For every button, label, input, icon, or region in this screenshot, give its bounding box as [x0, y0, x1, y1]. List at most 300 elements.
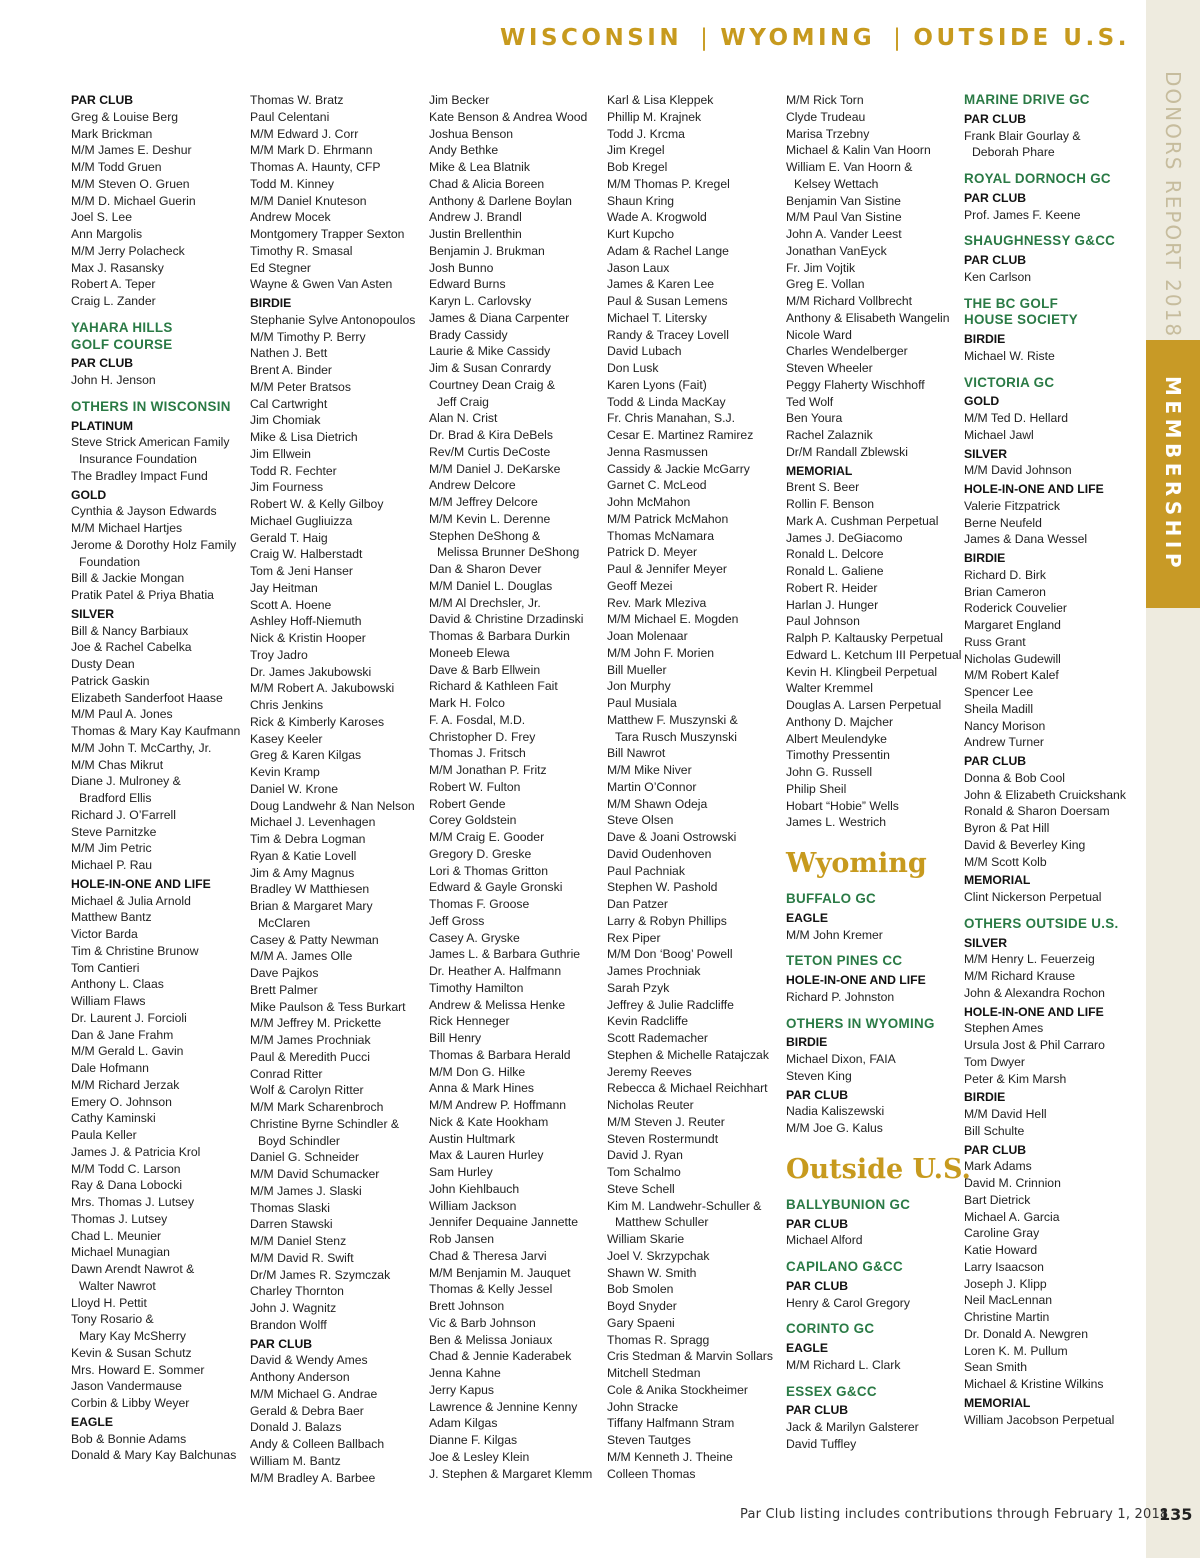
- donor-name: Jason Laux: [607, 260, 670, 275]
- donor-name: Scott Rademacher: [607, 1031, 708, 1045]
- donor-name: Rick & Kimberly Karoses: [250, 714, 385, 729]
- donor-name-continued: Bradford Ellis: [79, 791, 152, 805]
- donor-name: Robert Gende: [429, 796, 506, 811]
- giving-level-label: SILVER: [964, 935, 1008, 950]
- donor-name: Cesar E. Martinez Ramirez: [607, 428, 754, 442]
- donor-name: Benjamin Van Sistine: [786, 193, 901, 208]
- donor-name: Dr. James Jakubowski: [250, 664, 372, 679]
- donor-name: Dan & Jane Frahm: [71, 1027, 174, 1042]
- donor-name: Philip Sheil: [786, 781, 847, 796]
- donor-name: Lawrence & Jennine Kenny: [429, 1399, 578, 1414]
- donor-name: Thomas W. Bratz: [250, 93, 344, 107]
- donor-name: Jonathan VanEyck: [786, 243, 887, 258]
- donor-name: Joe & Lesley Klein: [429, 1449, 530, 1464]
- donor-name: M/M Kevin L. Derenne: [429, 511, 551, 526]
- giving-level-label: PLATINUM: [71, 418, 134, 433]
- donor-name: Nicholas Reuter: [607, 1098, 694, 1112]
- donor-name: Edward Burns: [429, 277, 506, 292]
- donor-name-continued: Jeff Craig: [437, 394, 489, 409]
- donor-name: Mike & Lisa Dietrich: [250, 430, 358, 444]
- donor-name: Chad & Jennie Kaderabek: [429, 1349, 572, 1364]
- giving-level-label: HOLE-IN-ONE AND LIFE: [964, 1004, 1104, 1019]
- donor-name: Michael Munagian: [71, 1245, 170, 1260]
- donor-name: Kevin & Susan Schutz: [71, 1345, 192, 1360]
- region-heading: Wyoming: [786, 848, 927, 879]
- donor-name: Thomas R. Spragg: [607, 1332, 710, 1347]
- donor-name: Andy & Colleen Ballbach: [250, 1437, 385, 1451]
- donor-name: Fr. Chris Manahan, S.J.: [607, 411, 736, 426]
- donor-name: Jerry Kapus: [429, 1382, 495, 1397]
- donor-name: Andrew Mocek: [250, 210, 331, 225]
- donor-name: Jim Fourness: [250, 480, 324, 495]
- donor-name: Scott A. Hoene: [250, 597, 332, 612]
- donor-name: Jon Murphy: [607, 679, 671, 694]
- donor-name: Casey A. Gryske: [429, 930, 520, 945]
- donor-name: M/M Craig E. Gooder: [429, 830, 545, 844]
- donor-name: Andrew Delcore: [429, 478, 516, 493]
- donor-name: Gary Spaeni: [607, 1315, 675, 1330]
- donor-name: James J. DeGiacomo: [786, 530, 903, 545]
- donor-name: M/M Daniel J. DeKarske: [429, 461, 561, 476]
- donor-name: Greg & Louise Berg: [71, 109, 179, 124]
- donor-name: Peter & Kim Marsh: [964, 1071, 1067, 1086]
- donor-name: Paul Musiala: [607, 696, 677, 710]
- donor-name: Mark A. Cushman Perpetual: [786, 513, 939, 528]
- donor-name: Thomas & Kelly Jessel: [429, 1282, 553, 1297]
- donor-name: Paul & Jennifer Meyer: [607, 562, 727, 576]
- club-heading: VICTORIA GC: [964, 374, 1055, 390]
- donor-name: Ronald L. Delcore: [786, 547, 884, 562]
- donor-name: John McMahon: [607, 495, 691, 509]
- donors-report-label: DONORS REPORT 2018: [1161, 71, 1185, 339]
- donor-name: Gregory D. Greske: [429, 846, 532, 861]
- donor-name: Rob Jansen: [429, 1232, 495, 1246]
- donor-name: Nicole Ward: [786, 327, 852, 342]
- donor-name: Larry & Robyn Phillips: [607, 913, 727, 928]
- donor-name: Nick & Kristin Hooper: [250, 631, 366, 645]
- donor-name: M/M Gerald L. Gavin: [71, 1044, 184, 1059]
- donor-name: James Prochniak: [607, 964, 701, 978]
- region-heading: Outside U.S.: [786, 1153, 971, 1185]
- donor-name: Valerie Fitzpatrick: [964, 498, 1060, 513]
- donor-name-continued: McClaren: [258, 915, 311, 930]
- section-header: [500, 22, 1130, 54]
- donor-name: Marisa Trzebny: [786, 126, 870, 141]
- donor-name: Bart Dietrick: [964, 1192, 1031, 1207]
- donor-name-continued: Matthew Schuller: [615, 1215, 709, 1230]
- donor-name: Karyn L. Carlovsky: [429, 294, 532, 308]
- donor-name: Todd M. Kinney: [250, 176, 335, 191]
- donor-name: Bill Nawrot: [607, 746, 666, 761]
- donor-name: John Kiehlbauch: [429, 1181, 520, 1196]
- donor-name: Wade A. Krogwold: [607, 210, 707, 225]
- club-heading: MARINE DRIVE GC: [964, 92, 1090, 107]
- giving-level-label: MEMORIAL: [786, 463, 853, 478]
- club-heading: BALLYBUNION GC: [786, 1196, 911, 1212]
- donor-name: Nicholas Gudewill: [964, 651, 1061, 666]
- donor-name: M/M David Hell: [964, 1107, 1047, 1121]
- donor-name: Daniel W. Krone: [250, 781, 339, 796]
- donor-name: M/M Richard L. Clark: [786, 1357, 901, 1372]
- donor-name: Kevin Radcliffe: [607, 1014, 689, 1029]
- donor-name: M/M Mike Niver: [607, 763, 692, 777]
- giving-level-label: MEMORIAL: [964, 1395, 1031, 1410]
- donor-name: Gerald T. Haig: [250, 530, 328, 545]
- donor-name: Tony Rosario &: [71, 1312, 154, 1327]
- donor-name: Michael Dixon, FAIA: [786, 1052, 896, 1066]
- donor-name: Greg & Karen Kilgas: [250, 748, 362, 763]
- donor-name: Christopher D. Frey: [429, 729, 536, 744]
- donor-name: M/M Ted D. Hellard: [964, 411, 1069, 425]
- donor-name: James & Dana Wessel: [964, 532, 1088, 547]
- donor-name: James L. & Barbara Guthrie: [429, 947, 581, 962]
- giving-level-label: PAR CLUB: [250, 1336, 313, 1351]
- donor-name: Dr/M Randall Zblewski: [786, 444, 908, 459]
- donor-name: Sam Hurley: [429, 1165, 493, 1179]
- donor-name: M/M Daniel Knuteson: [250, 193, 367, 208]
- donor-column-4: [607, 92, 783, 1482]
- donor-name: Kate Benson & Andrea Wood: [429, 109, 588, 124]
- giving-level-label: PAR CLUB: [71, 356, 134, 371]
- donor-name: Adam & Rachel Lange: [607, 243, 729, 258]
- donor-name: Richard P. Johnston: [786, 989, 895, 1004]
- donor-name: William M. Bantz: [250, 1453, 341, 1468]
- donor-name-continued: Walter Nawrot: [79, 1278, 156, 1293]
- donor-name: Conrad Ritter: [250, 1066, 323, 1081]
- donor-name: Cal Cartwright: [250, 396, 328, 411]
- donor-column-5: [786, 92, 971, 1453]
- donor-name: Justin Brellenthin: [429, 227, 522, 241]
- donor-name-continued: Melissa Brunner DeShong: [437, 545, 580, 560]
- donor-name: Anthony D. Majcher: [786, 714, 894, 729]
- donor-name: David & Beverley King: [964, 837, 1086, 852]
- donor-name: Michael Jawl: [964, 427, 1034, 442]
- donor-name: M/M Robert Kalef: [964, 668, 1059, 683]
- giving-level-label: PAR CLUB: [786, 1278, 849, 1293]
- donor-name: Steve Olsen: [607, 813, 674, 828]
- donor-name: David Oudenhoven: [607, 846, 712, 861]
- donor-name: Laurie & Mike Cassidy: [429, 344, 551, 359]
- donor-name: Brandon Wolff: [250, 1317, 327, 1332]
- donor-name: Jim Becker: [429, 93, 490, 107]
- donor-name: M/M Joe G. Kalus: [786, 1121, 883, 1135]
- giving-level-label: PAR CLUB: [786, 1216, 849, 1231]
- header-state-wisconsin: WISCONSIN: [500, 25, 683, 51]
- donor-name: Alan N. Crist: [429, 411, 498, 426]
- donor-name: Joan Molenaar: [607, 629, 688, 643]
- donor-name: Michael P. Rau: [71, 858, 153, 872]
- donor-name: M/M Shawn Odeja: [607, 796, 708, 811]
- donor-name: Patrick Gaskin: [71, 673, 150, 688]
- donor-name: Thomas Slaski: [250, 1200, 330, 1215]
- donor-name: Andrew & Melissa Henke: [429, 997, 566, 1012]
- donor-name: M/M Andrew P. Hoffmann: [429, 1098, 567, 1112]
- club-heading: ROYAL DORNOCH GC: [964, 171, 1111, 186]
- donor-name: M/M James Prochniak: [250, 1033, 371, 1047]
- donor-name: Tom Schalmo: [607, 1165, 681, 1179]
- donor-name: Dawn Arendt Nawrot &: [71, 1262, 195, 1276]
- donor-name: Dale Hofmann: [71, 1061, 149, 1075]
- donor-column-1: [71, 92, 247, 1464]
- donor-name: Bill Schulte: [964, 1123, 1025, 1138]
- donor-name: Mike Paulson & Tess Burkart: [250, 999, 406, 1014]
- giving-level-label: SILVER: [964, 446, 1008, 461]
- donor-name: Frank Blair Gourlay &: [964, 128, 1081, 143]
- donor-name: Stephen W. Pashold: [607, 880, 718, 895]
- donor-name: Nadia Kaliszewski: [786, 1104, 885, 1119]
- donor-name: M/M Chas Mikrut: [71, 757, 164, 772]
- donor-name: Randy & Tracey Lovell: [607, 327, 729, 342]
- donor-name: Jim Ellwein: [250, 446, 311, 461]
- donor-name: Jim Chomiak: [250, 413, 321, 428]
- donor-name: Anthony L. Claas: [71, 977, 164, 992]
- donor-name: Bill Mueller: [607, 662, 667, 677]
- donor-name: Kevin Kramp: [250, 765, 320, 779]
- donor-name: Kurt Kupcho: [607, 227, 675, 241]
- donor-name: Christine Byrne Schindler &: [250, 1116, 400, 1131]
- donor-name: Steven Rostermundt: [607, 1131, 719, 1146]
- donor-name: Dianne F. Kilgas: [429, 1433, 518, 1447]
- donor-name: M/M Kenneth J. Theine: [607, 1449, 733, 1464]
- donor-name: Byron & Pat Hill: [964, 821, 1050, 835]
- donor-name: M/M Thomas P. Kregel: [607, 176, 730, 191]
- donor-name: Timothy Pressentin: [786, 748, 890, 763]
- donor-name-continued: Insurance Foundation: [79, 452, 197, 466]
- donor-name: Michael A. Garcia: [964, 1209, 1060, 1224]
- donor-name: Nathen J. Bett: [250, 346, 328, 361]
- donor-name: John H. Jenson: [71, 373, 156, 387]
- giving-level-label: BIRDIE: [786, 1035, 828, 1050]
- donor-name: Brian & Margaret Mary: [250, 899, 373, 913]
- donor-name: Patrick D. Meyer: [607, 545, 698, 560]
- donor-name: Donald J. Balazs: [250, 1420, 342, 1435]
- donor-name: Benjamin J. Brukman: [429, 243, 545, 258]
- donor-name: Tom Dwyer: [964, 1054, 1025, 1069]
- donor-name: Michael W. Riste: [964, 348, 1055, 363]
- donor-name: Dr/M James R. Szymczak: [250, 1267, 391, 1282]
- donor-name: Chad L. Meunier: [71, 1228, 162, 1243]
- giving-level-label: PAR CLUB: [964, 190, 1027, 205]
- donor-name: Edward & Gayle Gronski: [429, 880, 563, 895]
- donor-name: John A. Vander Leest: [786, 227, 902, 241]
- donor-name: Thomas J. Lutsey: [71, 1211, 168, 1226]
- donor-name: M/M Mark D. Ehrmann: [250, 143, 373, 158]
- giving-level-label: EAGLE: [71, 1414, 113, 1429]
- donor-name: Russ Grant: [964, 634, 1026, 649]
- donor-name: Stephen & Michelle Ratajczak: [607, 1047, 769, 1062]
- donor-name: M/M Henry L. Feuerzeig: [964, 952, 1095, 967]
- donor-name: M/M Jerry Polacheck: [71, 243, 185, 258]
- donor-name: Jim & Amy Magnus: [250, 865, 355, 880]
- donor-name: Michael Alford: [786, 1233, 863, 1248]
- giving-level-label: PAR CLUB: [71, 93, 134, 107]
- donor-name: Robert A. Teper: [71, 277, 156, 292]
- donor-name: Dan & Sharon Dever: [429, 562, 542, 576]
- donor-name: Tim & Debra Logman: [250, 832, 366, 846]
- giving-level-label: GOLD: [964, 394, 1000, 409]
- donor-name: Ben Youra: [786, 411, 843, 426]
- donor-name: Ray & Dana Lobocki: [71, 1178, 183, 1193]
- donor-name: Joel V. Skrzypchak: [607, 1248, 710, 1263]
- donor-name: Loren K. M. Pullum: [964, 1343, 1068, 1358]
- donor-name: Steve Parnitzke: [71, 824, 157, 839]
- donor-name: Jenna Kahne: [429, 1366, 501, 1380]
- donor-name: Hobart “Hobie” Wells: [786, 798, 899, 813]
- donor-name: Mark H. Folco: [429, 696, 505, 710]
- donor-name: Bradley W Matthiesen: [250, 882, 370, 897]
- donor-name: M/M Jeffrey Delcore: [429, 495, 538, 509]
- donor-name: Jenna Rasmussen: [607, 444, 708, 459]
- donor-name: Donald & Mary Kay Balchunas: [71, 1448, 237, 1463]
- donor-name: Victor Barda: [71, 927, 138, 941]
- donor-name: Max J. Rasansky: [71, 260, 164, 275]
- donor-name: Clint Nickerson Perpetual: [964, 890, 1102, 904]
- donor-name: M/M Benjamin M. Jauquet: [429, 1265, 571, 1280]
- donor-name: Michael T. Litersky: [607, 310, 708, 325]
- giving-level-label: MEMORIAL: [964, 873, 1031, 888]
- donor-name: David & Wendy Ames: [250, 1353, 368, 1368]
- donor-name: Corbin & Libby Weyer: [71, 1396, 190, 1410]
- donor-name: Joe & Rachel Cabelka: [71, 640, 192, 655]
- giving-level-label: PAR CLUB: [964, 754, 1027, 768]
- donor-name: Steven Tautges: [607, 1433, 691, 1447]
- donor-name: Chris Jenkins: [250, 698, 324, 712]
- donor-name: Thomas J. Fritsch: [429, 746, 526, 761]
- donor-name: Elizabeth Sanderfoot Haase: [71, 690, 223, 705]
- donor-name: Todd J. Krcma: [607, 126, 685, 141]
- donor-name: Richard J. O’Farrell: [71, 807, 176, 822]
- donor-name: Jim & Susan Conrardy: [429, 361, 551, 375]
- donor-name: M/M Scott Kolb: [964, 854, 1047, 869]
- donor-name: Brady Cassidy: [429, 327, 508, 342]
- donor-name: Jack & Marilyn Galsterer: [786, 1420, 919, 1434]
- donor-name: Matthew Bantz: [71, 910, 152, 925]
- donor-name: Jay Heitman: [250, 580, 318, 595]
- donor-name: Brent S. Beer: [786, 480, 860, 495]
- donor-name: Boyd Snyder: [607, 1299, 677, 1313]
- donor-name: Margaret England: [964, 618, 1061, 632]
- donor-name: Craig L. Zander: [71, 294, 156, 308]
- donor-name: Ben & Melissa Joniaux: [429, 1332, 553, 1347]
- donor-name: Douglas A. Larsen Perpetual: [786, 698, 942, 712]
- giving-level-label: BIRDIE: [250, 296, 292, 310]
- donor-name: M/M Richard Jerzak: [71, 1077, 180, 1092]
- club-heading-continued: GOLF COURSE: [71, 336, 173, 352]
- donor-name: Todd R. Fechter: [250, 463, 337, 478]
- donor-name-continued: Mary Kay McSherry: [79, 1329, 186, 1343]
- donor-name: M/M Don G. Hilke: [429, 1064, 526, 1079]
- donor-name: Andy Bethke: [429, 143, 499, 158]
- donor-name: M/M Jonathan P. Fritz: [429, 763, 547, 777]
- donor-name: Pratik Patel & Priya Bhatia: [71, 588, 214, 602]
- donor-name: Brett Johnson: [429, 1299, 505, 1313]
- donor-name: Thomas A. Haunty, CFP: [250, 160, 381, 174]
- donor-name: Todd & Linda MacKay: [607, 394, 726, 409]
- donor-name: Richard D. Birk: [964, 567, 1046, 582]
- header-divider: |: [700, 25, 712, 51]
- giving-level-label: PAR CLUB: [786, 1403, 849, 1418]
- donor-name: M/M John Kremer: [786, 927, 883, 942]
- donor-name: Kim M. Landwehr-Schuller &: [607, 1198, 762, 1213]
- donor-name: Cynthia & Jayson Edwards: [71, 504, 217, 519]
- donor-name: M/M Al Drechsler, Jr.: [429, 595, 541, 610]
- donor-name: Nick & Kate Hookham: [429, 1114, 549, 1129]
- donor-name: Timothy Hamilton: [429, 980, 524, 995]
- donor-name: Neil MacLennan: [964, 1293, 1053, 1308]
- donor-name: Brett Palmer: [250, 982, 318, 997]
- donor-name-continued: Tara Rusch Muszynski: [615, 729, 737, 744]
- donor-name: James & Diana Carpenter: [429, 310, 570, 325]
- donor-name: Adam Kilgas: [429, 1416, 498, 1431]
- donor-name: Paul & Meredith Pucci: [250, 1049, 370, 1064]
- donor-name: Mike & Lea Blatnik: [429, 160, 530, 174]
- donor-name: Don Lusk: [607, 361, 659, 375]
- donor-name: Ted Wolf: [786, 394, 834, 409]
- donor-name: David J. Ryan: [607, 1148, 683, 1163]
- donor-name: Tom Cantieri: [71, 960, 140, 975]
- donor-name: Michael & Kristine Wilkins: [964, 1377, 1104, 1391]
- giving-level-label: GOLD: [71, 487, 107, 502]
- donor-name: Ronald & Sharon Doersam: [964, 804, 1110, 819]
- donor-name: Timothy R. Smasal: [250, 243, 353, 258]
- donor-name: Paul Pachniak: [607, 863, 685, 878]
- donor-name: Paul & Susan Lemens: [607, 294, 728, 308]
- donor-name: Jennifer Dequaine Jannette: [429, 1215, 579, 1230]
- donor-name: M/M John T. McCarthy, Jr.: [71, 740, 212, 755]
- club-heading: YAHARA HILLS: [71, 319, 173, 335]
- donor-name: Rachel Zalaznik: [786, 428, 873, 442]
- donor-name-continued: Deborah Phare: [972, 145, 1055, 160]
- donor-name-continued: Kelsey Wettach: [794, 176, 879, 191]
- donor-name: Chad & Alicia Boreen: [429, 176, 545, 191]
- donor-name: M/M John F. Morien: [607, 645, 715, 660]
- donor-name: Cassidy & Jackie McGarry: [607, 461, 750, 476]
- donor-name: Phillip M. Krajnek: [607, 109, 702, 124]
- giving-level-label: BIRDIE: [964, 551, 1006, 565]
- donor-name: Kevin H. Klingbeil Perpetual: [786, 664, 938, 679]
- donor-name: J. Stephen & Margaret Klemm: [429, 1466, 593, 1481]
- donor-name: M/M Richard Krause: [964, 969, 1076, 983]
- donor-name: William E. Van Hoorn &: [786, 160, 913, 174]
- donor-name: Jeremy Reeves: [607, 1064, 692, 1079]
- club-heading: SHAUGHNESSY G&CC: [964, 233, 1116, 249]
- donor-name: Emery O. Johnson: [71, 1094, 172, 1109]
- donor-name: Rev. Mark Mleziva: [607, 595, 707, 610]
- giving-level-label: PAR CLUB: [964, 111, 1027, 126]
- donor-name: Dr. Donald A. Newgren: [964, 1326, 1088, 1341]
- donor-name: Ursula Jost & Phil Carraro: [964, 1038, 1105, 1052]
- donor-name: The Bradley Impact Fund: [71, 468, 208, 483]
- donor-name: Michael Gugliuizza: [250, 513, 353, 528]
- donor-name: Jason Vandermause: [71, 1379, 182, 1394]
- donor-name: Lloyd H. Pettit: [71, 1295, 147, 1310]
- donor-name: Jeffrey & Julie Radcliffe: [607, 997, 734, 1012]
- donor-name: Tiffany Halfmann Stram: [607, 1416, 735, 1431]
- donor-name: Sean Smith: [964, 1360, 1028, 1375]
- donor-name: James L. Westrich: [786, 815, 887, 830]
- donor-name: Edward L. Ketchum III Perpetual: [786, 647, 962, 662]
- donor-name: Shawn W. Smith: [607, 1265, 697, 1280]
- donor-column-2: [250, 92, 426, 1486]
- donor-name: Nancy Morison: [964, 718, 1046, 733]
- donor-name: M/M Edward J. Corr: [250, 126, 359, 141]
- donor-name: Colleen Thomas: [607, 1466, 696, 1481]
- donor-name: Brian Cameron: [964, 584, 1046, 599]
- donor-name: M/M Daniel Stenz: [250, 1234, 347, 1248]
- donor-name: M/M Patrick McMahon: [607, 511, 729, 526]
- donor-name: Corey Goldstein: [429, 813, 517, 828]
- donor-name: David & Christine Drzadinski: [429, 612, 584, 627]
